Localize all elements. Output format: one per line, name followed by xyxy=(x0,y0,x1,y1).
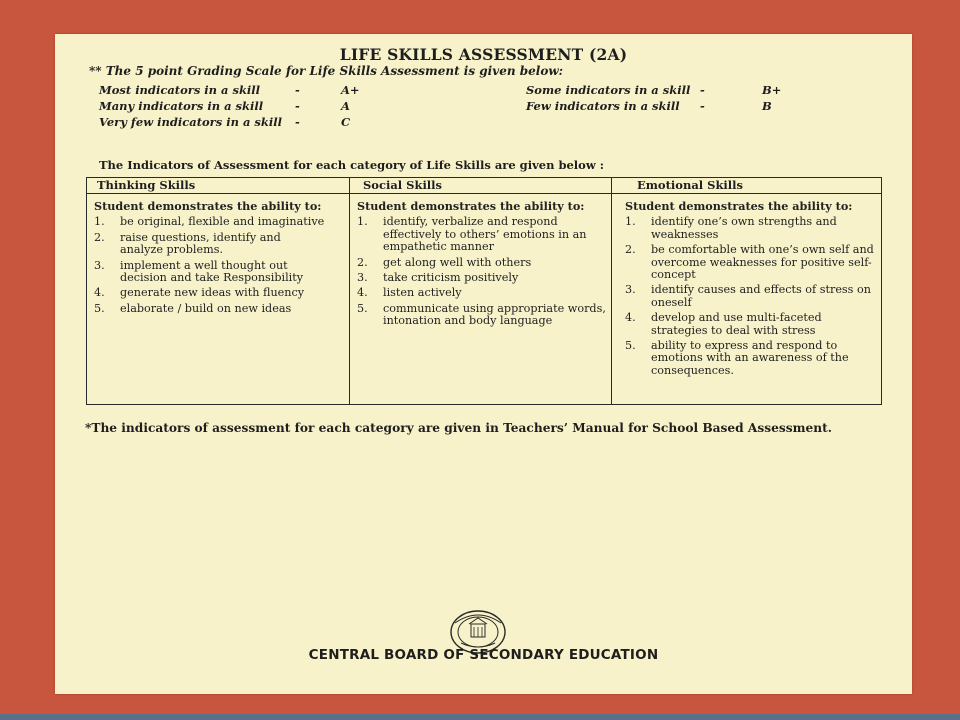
list-item xyxy=(625,244,877,281)
list-item xyxy=(625,216,877,241)
item-text: elaborate / build on new ideas xyxy=(120,301,292,315)
column-lead: Student demonstrates the ability to: xyxy=(357,199,585,213)
list-item xyxy=(94,303,326,315)
item-number: 5. xyxy=(625,339,636,353)
item-text: be original, flexible and imaginative xyxy=(120,215,325,229)
list-item xyxy=(357,303,607,328)
bottom-strip xyxy=(0,714,960,720)
item-number: 5. xyxy=(94,301,105,315)
item-text: be comfortable with one’s own self and overcome weaknesses for positive self-concept xyxy=(651,243,874,282)
item-text: ability to express and respond to emotions with an awareness of the consequences. xyxy=(651,339,849,377)
list-item xyxy=(357,287,607,299)
indicators-intro: The Indicators of Assessment for each category of Life Skills are given below : xyxy=(99,158,604,172)
item-number: 1. xyxy=(94,215,105,229)
grade-label: Some indicators in a skill xyxy=(526,83,691,97)
column-lead: Student demonstrates the ability to: xyxy=(94,199,322,213)
grade-dash: - xyxy=(700,83,705,97)
column-lead: Student demonstrates the ability to: xyxy=(625,199,853,213)
column-divider xyxy=(611,178,612,404)
column-header-emotional-skills: Emotional Skills xyxy=(637,178,743,192)
grading-scale-intro: ** The 5 point Grading Scale for Life Skills Assessment is given below: xyxy=(89,64,564,78)
item-text: raise questions, identify and analyze problems. xyxy=(120,230,281,257)
grade-row xyxy=(99,98,399,114)
grade-value: A+ xyxy=(341,83,360,97)
item-number: 2. xyxy=(625,243,636,257)
item-text: identify causes and effects of stress on oneself xyxy=(651,283,871,309)
item-text: generate new ideas with fluency xyxy=(120,286,305,300)
grade-dash: - xyxy=(295,115,300,129)
item-text: identify one’s own strengths and weaknesses xyxy=(651,215,837,241)
grade-value: A xyxy=(341,99,350,113)
grade-label: Many indicators in a skill xyxy=(99,99,264,113)
item-text: identify, verbalize and respond effectively to others’ emotions in an empathetic manner xyxy=(383,215,587,254)
item-number: 5. xyxy=(357,301,368,315)
footnote: *The indicators of assessment for each category are given in Teachers’ Manual for School Based Assessment. xyxy=(85,421,832,435)
item-number: 4. xyxy=(94,286,105,300)
item-number: 3. xyxy=(94,258,105,272)
page-title: LIFE SKILLS ASSESSMENT (2A) xyxy=(339,45,628,64)
list-item xyxy=(357,216,607,253)
item-number: 2. xyxy=(94,230,105,244)
table-header-divider xyxy=(87,193,881,194)
grade-row xyxy=(526,98,826,114)
item-number: 1. xyxy=(357,215,368,229)
item-number: 3. xyxy=(625,283,636,297)
social-skills-column xyxy=(357,200,607,331)
life-skills-table xyxy=(86,177,882,405)
grade-label: Few indicators in a skill xyxy=(526,99,680,113)
item-text: get along well with others xyxy=(383,255,532,269)
grade-dash: - xyxy=(295,99,300,113)
list-item xyxy=(94,232,326,257)
indicator-list xyxy=(625,216,877,377)
list-item xyxy=(94,287,326,299)
grade-value: B+ xyxy=(762,83,782,97)
grade-dash: - xyxy=(295,83,300,97)
item-text: take criticism positively xyxy=(383,271,519,285)
grade-value: B xyxy=(762,99,772,113)
list-item xyxy=(357,272,607,284)
item-text: implement a well thought out decision and take Responsibility xyxy=(120,258,304,285)
list-item xyxy=(94,216,326,228)
thinking-skills-column xyxy=(94,200,326,318)
list-item xyxy=(625,284,877,309)
item-number: 1. xyxy=(625,215,636,229)
grade-label: Most indicators in a skill xyxy=(99,83,261,97)
item-number: 3. xyxy=(357,271,368,285)
column-header-thinking-skills: Thinking Skills xyxy=(97,178,196,192)
list-item xyxy=(625,312,877,337)
grade-dash: - xyxy=(700,99,705,113)
list-item xyxy=(94,260,326,285)
column-header-social-skills: Social Skills xyxy=(363,178,443,192)
grade-row xyxy=(526,82,826,98)
item-text: develop and use multi-faceted strategies to deal with stress xyxy=(651,311,822,337)
item-text: communicate using appropriate words, intonation and body language xyxy=(383,301,606,328)
grade-value: C xyxy=(341,115,351,129)
item-number: 4. xyxy=(625,311,636,325)
item-number: 4. xyxy=(357,286,368,300)
organization-name: CENTRAL BOARD OF SECONDARY EDUCATION xyxy=(308,647,659,663)
document-page xyxy=(55,34,912,694)
column-divider xyxy=(349,178,350,404)
indicator-list xyxy=(357,216,607,327)
grade-label: Very few indicators in a skill xyxy=(99,115,282,129)
list-item xyxy=(357,257,607,269)
indicator-list xyxy=(94,216,326,315)
list-item xyxy=(625,340,877,377)
grade-row xyxy=(99,114,399,130)
emotional-skills-column xyxy=(625,200,877,380)
item-text: listen actively xyxy=(383,286,462,300)
item-number: 2. xyxy=(357,255,368,269)
grade-row xyxy=(99,82,399,98)
